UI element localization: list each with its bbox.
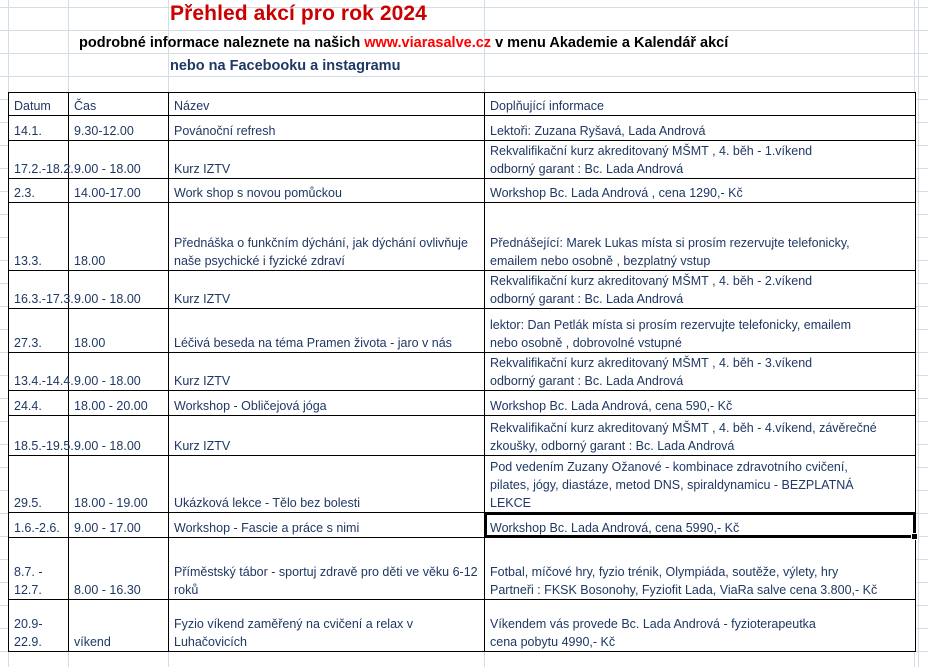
cell-time[interactable]: 9.30-12.00 [69, 116, 169, 141]
info-line: cena pobytu 4990,- Kč [490, 634, 616, 649]
cell-time[interactable]: 18.00 - 19.00 [69, 456, 169, 513]
info-line: odborný garant : Bc. Lada Andrová [490, 161, 684, 176]
cell-event-name[interactable]: Kurz IZTV [169, 141, 485, 179]
cell-event-name[interactable]: Léčivá beseda na téma Pramen života - jaro v nás [169, 309, 485, 353]
cell-time[interactable]: 18.00 [69, 309, 169, 353]
info-line: Partneři : FKSK Bosonohy, Fyziofit Lada, ViaRa salve cena 3.800,- Kč [490, 582, 878, 597]
cell-additional-info[interactable] [485, 538, 916, 600]
subtitle-line-2: nebo na Facebooku a instagramu [170, 58, 401, 74]
info-line: odborný garant : Bc. Lada Andrová [490, 373, 684, 388]
cell-event-name[interactable]: Ukázková lekce - Tělo bez bolesti [169, 456, 485, 513]
info-line: Workshop Bc. Lada Andrová , cena 1290,- Kč [490, 185, 743, 200]
info-line: lektor: Dan Petlák místa si prosím rezervujte telefonicky, emailem [490, 317, 852, 332]
info-line: zkoušky, odborný garant : Bc. Lada Andrová [490, 438, 735, 453]
cell-date[interactable]: 8.7. - 12.7. [9, 538, 69, 600]
info-line: Rekvalifikační kurz akreditovaný MŠMT , 4. běh - 1.víkend [490, 143, 813, 158]
table-row [9, 309, 916, 353]
cell-additional-info[interactable] [485, 353, 916, 391]
cell-time[interactable]: 9.00 - 18.00 [69, 353, 169, 391]
table-row [9, 141, 916, 179]
cell-date[interactable]: 14.1. [9, 116, 69, 141]
info-line: nebo osobně , dobrovolné vstupné [490, 335, 682, 350]
website-link[interactable]: www.viarasalve.cz [364, 35, 492, 51]
cell-date[interactable]: 17.2.-18.2. [9, 141, 69, 179]
column-header-info[interactable]: Doplňující informace [485, 93, 916, 116]
cell-event-name[interactable]: Kurz IZTV [169, 416, 485, 456]
table-row [9, 391, 916, 416]
cell-date[interactable]: 16.3.-17.3. [9, 271, 69, 309]
cell-date[interactable]: 24.4. [9, 391, 69, 416]
cell-time[interactable]: 9.00 - 18.00 [69, 141, 169, 179]
info-line: LEKCE [490, 495, 531, 510]
cell-time[interactable]: 8.00 - 16.30 [69, 538, 169, 600]
info-line: Rekvalifikační kurz akreditovaný MŠMT , 4. běh - 2.víkend [490, 273, 813, 288]
page-title: Přehled akcí pro rok 2024 [170, 2, 427, 25]
info-line: Workshop Bc. Lada Andrová, cena 5990,- Kč [490, 520, 740, 535]
events-table [8, 92, 916, 652]
info-line: emailem nebo osobně , bezplatný vstup [490, 253, 711, 268]
table-row [9, 600, 916, 652]
cell-time[interactable]: 18.00 - 20.00 [69, 391, 169, 416]
info-line: Workshop Bc. Lada Andrová, cena 590,- Kč [490, 398, 733, 413]
info-line: odborný garant : Bc. Lada Andrová [490, 291, 684, 306]
info-line: pilates, jógy, diastáze, metod DNS, spiraldynamicu - BEZPLATNÁ [490, 477, 854, 492]
cell-additional-info[interactable] [485, 271, 916, 309]
cell-event-name[interactable]: Kurz IZTV [169, 353, 485, 391]
table-row [9, 513, 916, 538]
cell-date[interactable]: 13.3. [9, 203, 69, 271]
info-line: Lektoři: Zuzana Ryšavá, Lada Andrová [490, 123, 706, 138]
table-row [9, 179, 916, 203]
table-row [9, 538, 916, 600]
cell-date[interactable]: 29.5. [9, 456, 69, 513]
cell-additional-info[interactable] [485, 179, 916, 203]
sheet-header-block [0, 0, 928, 92]
cell-event-name[interactable]: Work shop s novou pomůckou [169, 179, 485, 203]
cell-time[interactable]: 14.00-17.00 [69, 179, 169, 203]
grid-line-vertical [918, 0, 919, 667]
table-row [9, 416, 916, 456]
fill-handle[interactable] [911, 533, 918, 540]
info-line: Rekvalifikační kurz akreditovaný MŠMT , 4. běh - 3.víkend [490, 355, 813, 370]
table-header-row [9, 93, 916, 116]
cell-event-name[interactable]: Workshop - Fascie a práce s nimi [169, 513, 485, 538]
info-line: Fotbal, míčové hry, fyzio trénik, Olympiáda, soutěže, výlety, hry [490, 564, 839, 579]
table-row [9, 353, 916, 391]
cell-event-name[interactable]: Přednáška o funkčním dýchání, jak dýchání ovlivňuje naše psychické i fyzické zdraví [169, 203, 485, 271]
cell-time[interactable]: 9.00 - 18.00 [69, 416, 169, 456]
cell-date[interactable]: 13.4.-14.4. [9, 353, 69, 391]
cell-additional-info[interactable] [485, 600, 916, 652]
cell-event-name[interactable]: Příměstský tábor - sportuj zdravě pro děti ve věku 6-12 roků [169, 538, 485, 600]
table-row [9, 271, 916, 309]
cell-additional-info[interactable] [485, 416, 916, 456]
cell-date[interactable]: 1.6.-2.6. [9, 513, 69, 538]
cell-additional-info[interactable] [485, 513, 916, 538]
cell-additional-info[interactable] [485, 456, 916, 513]
cell-event-name[interactable]: Fyzio víkend zaměřený na cvičení a relax v Luhačovicích [169, 600, 485, 652]
table-row [9, 203, 916, 271]
cell-time[interactable]: 9.00 - 18.00 [69, 271, 169, 309]
cell-date[interactable]: 18.5.-19.5. [9, 416, 69, 456]
cell-additional-info[interactable] [485, 391, 916, 416]
cell-additional-info[interactable] [485, 203, 916, 271]
cell-time[interactable]: víkend [69, 600, 169, 652]
info-line: Víkendem vás provede Bc. Lada Andrová - fyzioterapeutka [490, 616, 816, 631]
cell-event-name[interactable]: Povánoční refresh [169, 116, 485, 141]
table-row [9, 116, 916, 141]
info-line: Pod vedením Zuzany Ožanové - kombinace zdravotního cvičení, [490, 459, 848, 474]
cell-date[interactable]: 20.9-22.9. [9, 600, 69, 652]
subtitle-line-1 [79, 35, 728, 51]
cell-event-name[interactable]: Kurz IZTV [169, 271, 485, 309]
cell-date[interactable]: 2.3. [9, 179, 69, 203]
table-body [9, 116, 916, 652]
subtitle-prefix: podrobné informace naleznete na našich [79, 35, 365, 51]
cell-time[interactable]: 18.00 [69, 203, 169, 271]
info-line: Rekvalifikační kurz akreditovaný MŠMT , 4. běh - 4.víkend, závěrečné [490, 420, 877, 435]
table-row [9, 456, 916, 513]
subtitle-suffix: v menu Akademie a Kalendář akcí [491, 35, 729, 51]
cell-event-name[interactable]: Workshop - Obličejová jóga [169, 391, 485, 416]
column-header-time[interactable]: Čas [69, 93, 169, 116]
column-header-name[interactable]: Název [169, 93, 485, 116]
cell-additional-info[interactable] [485, 141, 916, 179]
column-header-date[interactable]: Datum [9, 93, 69, 116]
info-line: Přednášející: Marek Lukas místa si prosím rezervujte telefonicky, [490, 235, 850, 250]
cell-time[interactable]: 9.00 - 17.00 [69, 513, 169, 538]
cell-additional-info[interactable] [485, 116, 916, 141]
cell-date[interactable]: 27.3. [9, 309, 69, 353]
cell-additional-info[interactable] [485, 309, 916, 353]
